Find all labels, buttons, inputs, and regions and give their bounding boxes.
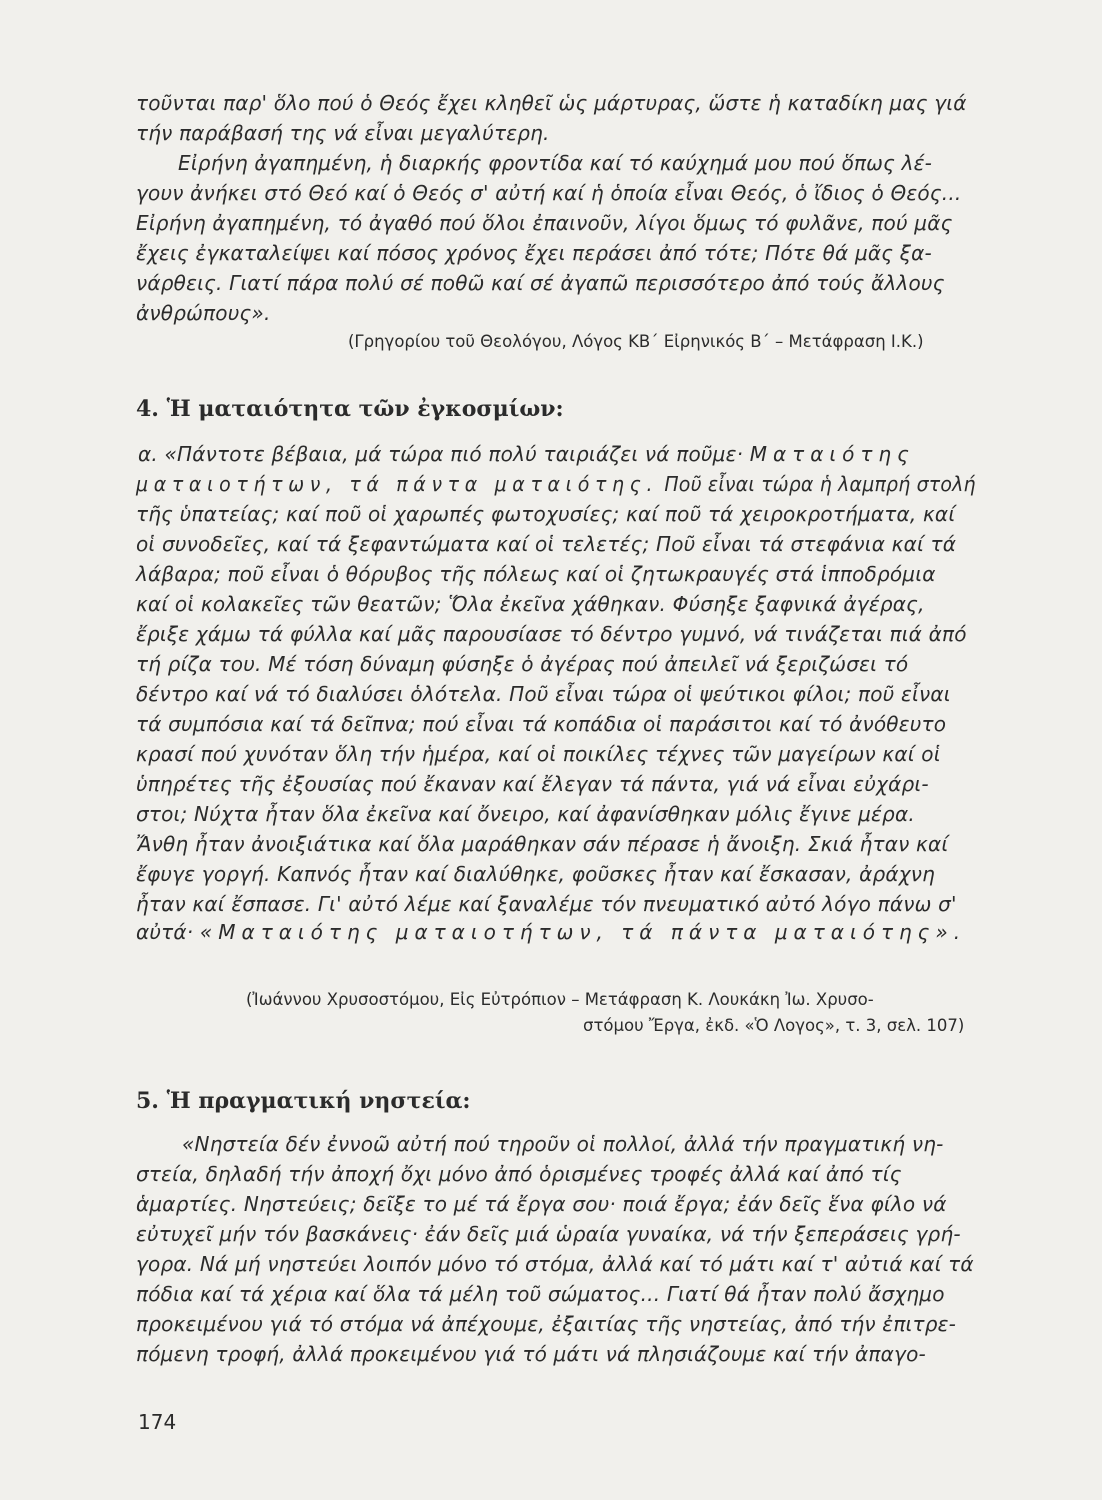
text-line: ἔριξε χάμω τά φύλλα καί μᾶς παρουσίασε τό δέντρο γυμνό, νά τινάζεται πιά ἀπό — [136, 622, 967, 646]
text-line: λάβαρα; ποῦ εἶναι ὁ θόρυβος τῆς πόλεως καί οἱ ζητωκραυγές στά ἱπποδρόμια — [136, 562, 936, 586]
text-line: ὑπηρέτες τῆς ἐξουσίας πού ἔκαναν καί ἔλεγαν τά πάντα, γιά νά εἶναι εὐχάρι- — [136, 772, 929, 796]
text-line: τά συμπόσια καί τά δεῖπνα; πού εἶναι τά κοπάδια οἱ παράσιτοι καί τό ἀνόθευτο — [136, 712, 947, 736]
text-line: τήν παράβασή της νά εἶναι μεγαλύτερη. — [136, 121, 550, 145]
section-heading: 5. Ἡ πραγματική νηστεία: — [136, 1088, 471, 1114]
spaced-quote: Ματαιότης — [749, 442, 915, 466]
citation: (Γρηγορίου τοῦ Θεολόγου, Λόγος ΚΒ΄ Εἰρηνικός Β΄ – Μετάφραση Ι.Κ.) — [348, 332, 924, 351]
text-line: τῆς ὑπατείας; καί ποῦ οἱ χαρωπές φωτοχυσίες; καί ποῦ τά χειροκροτήματα, καί — [136, 502, 956, 526]
text-segment: αὐτά· — [136, 920, 194, 944]
text-line: οἱ συνοδεῖες, καί τά ξεφαντώματα καί οἱ τελετές; Ποῦ εἶναι τά στεφάνια καί τά — [136, 532, 957, 556]
text-line: γορα. Νά μή νηστεύει λοιπόν μόνο τό στόμα, ἀλλά καί τό μάτι καί τ' αὐτιά καί τά — [136, 1252, 974, 1276]
citation: (Ἰωάννου Χρυσοστόμου, Εἰς Εὐτρόπιον – Μετάφραση Κ. Λουκάκη Ἰω. Χρυσο- — [246, 990, 874, 1009]
text-line: πόδια καί τά χέρια καί ὅλα τά μέλη τοῦ σώματος... Γιατί θά ἦταν πολύ ἄσχημο — [136, 1282, 945, 1306]
text-line: Εἰρήνη ἀγαπημένη, ἡ διαρκής φροντίδα καί τό καύχημά μου πού ὅπως λέ- — [178, 151, 933, 175]
text-line: εὐτυχεῖ μήν τόν βασκάνεις· ἐάν δεῖς μιά ὡραία γυναίκα, νά τήν ξεπεράσεις γρή- — [136, 1222, 961, 1246]
text-line: τοῦνται παρ' ὅλο πού ὁ Θεός ἔχει κληθεῖ ὡς μάρτυρας, ὥστε ἡ καταδίκη μας γιά — [136, 91, 967, 115]
citation: στόμου Ἔργα, ἐκδ. «Ὁ Λογος», τ. 3, σελ. 107) — [583, 1016, 965, 1035]
spaced-quote: «Ματαιότης ματαιοτήτων, τά πάντα ματαιότης». — [199, 920, 967, 944]
text-line: ἁμαρτίες. Νηστεύεις; δεῖξε το μέ τά ἔργα σου· ποιά ἔργα; ἐάν δεῖς ἕνα φίλο νά — [136, 1192, 947, 1216]
text-line: στοι; Νύχτα ἦταν ὅλα ἐκεῖνα καί ὄνειρο, καί ἀφανίσθηκαν μόλις ἔγινε μέρα. — [136, 802, 915, 826]
text-line: ἦταν καί ἔσπασε. Γι' αὐτό λέμε καί ξαναλέμε τόν πνευματικό αὐτό λόγο πάνω σ' — [136, 892, 957, 916]
text-line — [136, 470, 976, 498]
text-line: νάρθεις. Γιατί πάρα πολύ σέ ποθῶ καί σέ ἀγαπῶ περισσότερο ἀπό τούς ἄλλους — [136, 271, 945, 295]
text-line: δέντρο καί νά τό διαλύσει ὁλότελα. Ποῦ εἶναι τώρα οἱ ψεύτικοι φίλοι; ποῦ εἶναι — [136, 682, 951, 706]
text-line: καί οἱ κολακεῖες τῶν θεατῶν; Ὅλα ἐκεῖνα χάθηκαν. Φύσηξε ξαφνικά ἀγέρας, — [136, 592, 925, 616]
text-line: ἀνθρώπους». — [136, 301, 271, 325]
text-line — [136, 918, 966, 946]
text-line: «Νηστεία δέν ἐννοῶ αὐτή πού τηροῦν οἱ πολλοί, ἀλλά τήν πραγματική νη- — [182, 1132, 944, 1156]
section-heading: 4. Ἡ ματαιότητα τῶν ἐγκοσμίων: — [136, 396, 564, 422]
text-line: τή ρίζα του. Μέ τόση δύναμη φύσηξε ὁ ἀγέρας πού ἀπειλεῖ νά ξεριζώσει τό — [136, 652, 909, 676]
page-number: 174 — [138, 1410, 177, 1434]
spaced-quote: ματαιοτήτων, τά πάντα ματαιότης. — [136, 472, 659, 496]
text-line: στεία, δηλαδή τήν ἀποχή ὄχι μόνο ἀπό ὁρισμένες τροφές ἀλλά καί ἀπό τίς — [136, 1162, 902, 1186]
text-line: ἔχεις ἐγκαταλείψει καί πόσος χρόνος ἔχει περάσει ἀπό τότε; Πότε θά μᾶς ξα- — [136, 241, 932, 265]
text-line: Ἄνθη ἦταν ἀνοιξιάτικα καί ὅλα μαράθηκαν σάν πέρασε ἡ ἄνοιξη. Σκιά ἦταν καί — [136, 832, 949, 856]
text-segment: Ποῦ εἶναι τώρα ἡ λαμπρή στολή — [664, 472, 976, 496]
text-line: πόμενη τροφή, ἀλλά προκειμένου γιά τό μάτι νά πλησιάζουμε καί τήν ἀπαγο- — [136, 1342, 926, 1366]
text-line: γουν ἀνήκει στό Θεό καί ὁ Θεός σ' αὐτή καί ἡ ὁποία εἶναι Θεός, ὁ ἴδιος ὁ Θεός... — [136, 181, 962, 205]
text-line — [138, 440, 915, 468]
text-line: Εἰρήνη ἀγαπημένη, τό ἀγαθό πού ὅλοι ἐπαινοῦν, λίγοι ὅμως τό φυλᾶνε, πού μᾶς — [136, 211, 953, 235]
text-line: κρασί πού χυνόταν ὅλη τήν ἡμέρα, καί οἱ ποικίλες τέχνες τῶν μαγείρων καί οἱ — [136, 742, 941, 766]
text-segment: α. «Πάντοτε βέβαια, μά τώρα πιό πολύ ταιριάζει νά ποῦμε· — [138, 442, 744, 466]
text-line: προκειμένου γιά τό στόμα νά ἀπέχουμε, ἐξαιτίας τῆς νηστείας, ἀπό τήν ἐπιτρε- — [136, 1312, 957, 1336]
text-line: ἔφυγε γοργή. Καπνός ἦταν καί διαλύθηκε, φοῦσκες ἦταν καί ἔσκασαν, ἀράχνη — [136, 862, 936, 886]
